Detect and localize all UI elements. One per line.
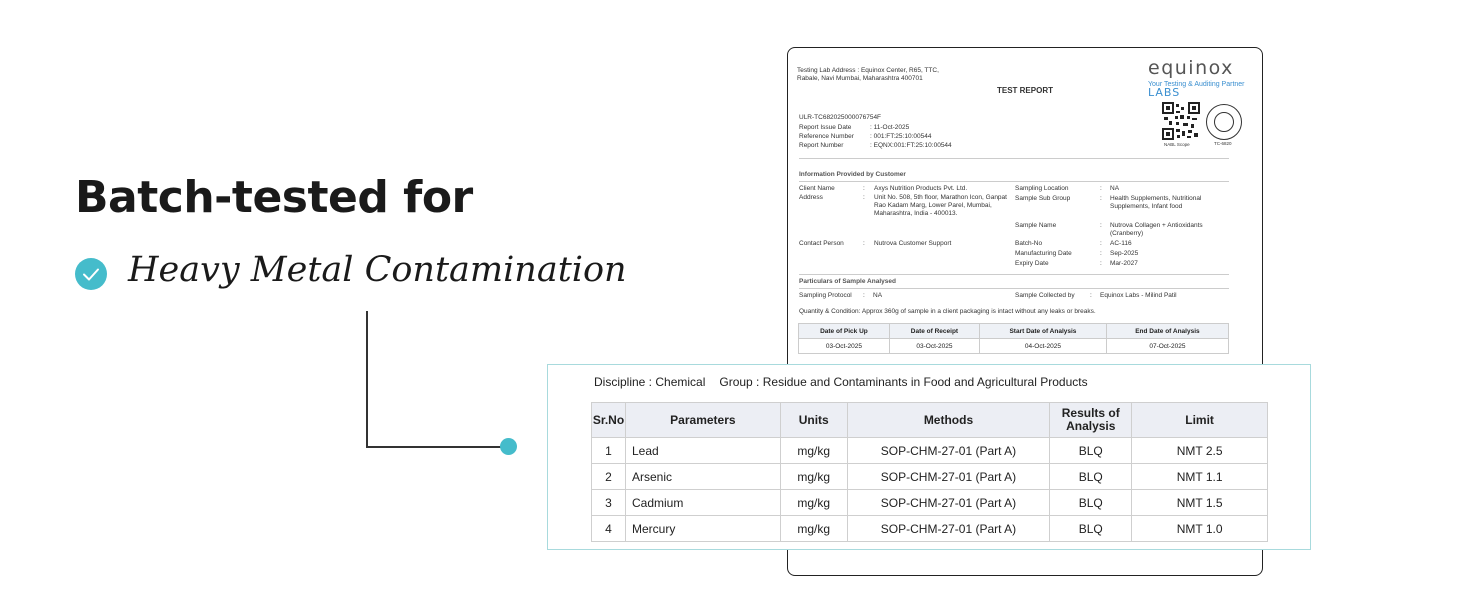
connector-dot	[500, 438, 517, 455]
results-table	[591, 402, 1268, 542]
discipline: Discipline : Chemical	[594, 375, 706, 389]
dates-header: Date of Pick Up	[799, 324, 890, 339]
particulars-section-title: Particulars of Sample Analysed	[799, 278, 896, 285]
collected-by: Equinox Labs - Milind Patil	[1100, 292, 1177, 299]
sampling-location: NA	[1110, 185, 1120, 192]
results-header-cell: Sr.No	[592, 403, 626, 438]
dates-cell: 03-Oct-2025	[889, 339, 979, 354]
client-name: Axys Nutrition Products Pvt. Ltd.	[874, 185, 968, 192]
group: Group : Residue and Contaminants in Food and Agricultural Products	[719, 375, 1088, 389]
mfg-label: Manufacturing Date	[1015, 250, 1072, 257]
meta-label-report-number: Report Number	[799, 142, 844, 149]
results-header-cell: Limit	[1132, 403, 1268, 438]
divider	[799, 181, 1229, 182]
meta-label-reference: Reference Number	[799, 133, 854, 140]
connector-line-vertical	[366, 311, 368, 447]
dates-cell: 07-Oct-2025	[1106, 339, 1228, 354]
sub-group-label: Sample Sub Group	[1015, 195, 1071, 202]
logo-labs: LABS	[1148, 86, 1181, 99]
headline-item: Heavy Metal Contamination	[128, 250, 627, 290]
contact-person: Nutrova Customer Support	[874, 240, 952, 247]
dates-header: Start Date of Analysis	[980, 324, 1107, 339]
dates-table	[798, 323, 1229, 354]
sample-name: Nutrova Collagen + Antioxidants (Cranberry)	[1110, 222, 1203, 237]
sample-name-label: Sample Name	[1015, 222, 1057, 229]
results-header-cell: Units	[780, 403, 847, 438]
logo-tagline: Your Testing & Auditing Partner	[1148, 81, 1245, 88]
table-row: 4 Mercury mg/kg SOP-CHM-27-01 (Part A) BLQ NMT 1.0	[592, 516, 1268, 542]
expiry-label: Expiry Date	[1015, 260, 1049, 267]
seal-caption: TC-6820	[1214, 141, 1232, 146]
lab-address: Testing Lab Address : Equinox Center, R65, TTC, Rabale, Navi Mumbai, Maharashtra 400701	[797, 67, 939, 82]
table-row: 1 Lead mg/kg SOP-CHM-27-01 (Part A) BLQ NMT 2.5	[592, 438, 1268, 464]
results-header-cell: Parameters	[625, 403, 780, 438]
headline-title: Batch-tested for	[75, 172, 473, 223]
results-header-cell: Methods	[847, 403, 1050, 438]
dates-header: End Date of Analysis	[1106, 324, 1228, 339]
results-header	[594, 375, 1088, 389]
report-title: TEST REPORT	[996, 86, 1053, 95]
sampling-location-label: Sampling Location	[1015, 185, 1069, 192]
sub-group: Health Supplements, Nutritional Supplements, Infant food	[1110, 195, 1202, 210]
nabl-seal-icon	[1206, 104, 1242, 140]
divider	[799, 288, 1229, 289]
results-header-cell: Results of Analysis	[1050, 403, 1132, 438]
client-name-label: Client Name	[799, 185, 835, 192]
protocol-label: Sampling Protocol	[799, 292, 852, 299]
dates-cell: 04-Oct-2025	[980, 339, 1107, 354]
batch-label: Batch-No	[1015, 240, 1043, 247]
meta-value-issue-date: : 11-Oct-2025	[870, 124, 910, 131]
qr-caption: NABL Scope	[1164, 142, 1190, 147]
table-row: 2 Arsenic mg/kg SOP-CHM-27-01 (Part A) BLQ NMT 1.1	[592, 464, 1268, 490]
customer-section-title: Information Provided by Customer	[799, 171, 906, 178]
meta-value-reference: : 001:FT:25:10:00544	[870, 133, 932, 140]
qr-code-icon	[1162, 102, 1200, 140]
dates-header: Date of Receipt	[889, 324, 979, 339]
dates-cell: 03-Oct-2025	[799, 339, 890, 354]
test-report-document: Testing Lab Address : Equinox Center, R65, TTC, Rabale, Navi Mumbai, Maharashtra 400701 equinox LABS Your Testing & Auditing Partner TEST REPORT NABL Scope TC-6820 ULR-TC682025000076754F Report Issue Date : 11-Oct-2025 Reference Number : 001:FT:25:10:00544 Report Number : EQNX:001:FT:25:10:00544 Information Provided by Customer Client Name : Axys Nutrition Products Pvt. Ltd. Address : Unit No. 508, 5th floor, Marathon Icon, Ganpat Rao Kadam Marg, Lower Parel, Mumbai, Maharashtra, India - 400013. Contact Person : Nutrova Customer Support Sampling Location : NA Sample Sub Group : Health Supplements, Nutritional Supplements, Infant food Sample Name : Nutrova Collagen + Antioxidants (Cranberry) Batch-No : AC-116 Manufacturing Date : Sep-2025 Expiry Date : Mar-2027 Particulars of Sample Analysed Sampling Protocol : NA Sample Collected by : Equinox Labs - Milind Patil Quantity & Condition: Approx 360g of sample in a client packaging is intact without any leaks or breaks. Date of Pick Up Date of Receipt Start Date of Analysis End Date of Analysis 03-Oct-2025 03-Oct-2025 04-Oct-2025 07-Oct-2025	[787, 47, 1263, 576]
check-icon	[75, 258, 107, 290]
table-row: 3 Cadmium mg/kg SOP-CHM-27-01 (Part A) BLQ NMT 1.5	[592, 490, 1268, 516]
expiry-date: Mar-2027	[1110, 260, 1138, 267]
ulr-number: ULR-TC682025000076754F	[799, 114, 882, 121]
divider	[799, 158, 1229, 159]
divider	[799, 274, 1229, 275]
batch-number: AC-116	[1110, 240, 1132, 247]
collected-label: Sample Collected by	[1015, 292, 1075, 299]
connector-line-horizontal	[366, 446, 504, 448]
address-label: Address	[799, 194, 823, 201]
logo-word: equinox	[1148, 57, 1234, 79]
client-address: Unit No. 508, 5th floor, Marathon Icon, Ganpat Rao Kadam Marg, Lower Parel, Mumbai, Maharashtra, India - 400013.	[874, 194, 1007, 217]
protocol-value: NA	[873, 292, 883, 299]
quantity-condition: Quantity & Condition: Approx 360g of sample in a client packaging is intact without any leaks or breaks.	[799, 308, 1096, 315]
results-callout	[547, 364, 1311, 550]
meta-label-issue-date: Report Issue Date	[799, 124, 852, 131]
contact-label: Contact Person	[799, 240, 844, 247]
mfg-date: Sep-2025	[1110, 250, 1139, 257]
meta-value-report-number: : EQNX:001:FT:25:10:00544	[870, 142, 952, 149]
